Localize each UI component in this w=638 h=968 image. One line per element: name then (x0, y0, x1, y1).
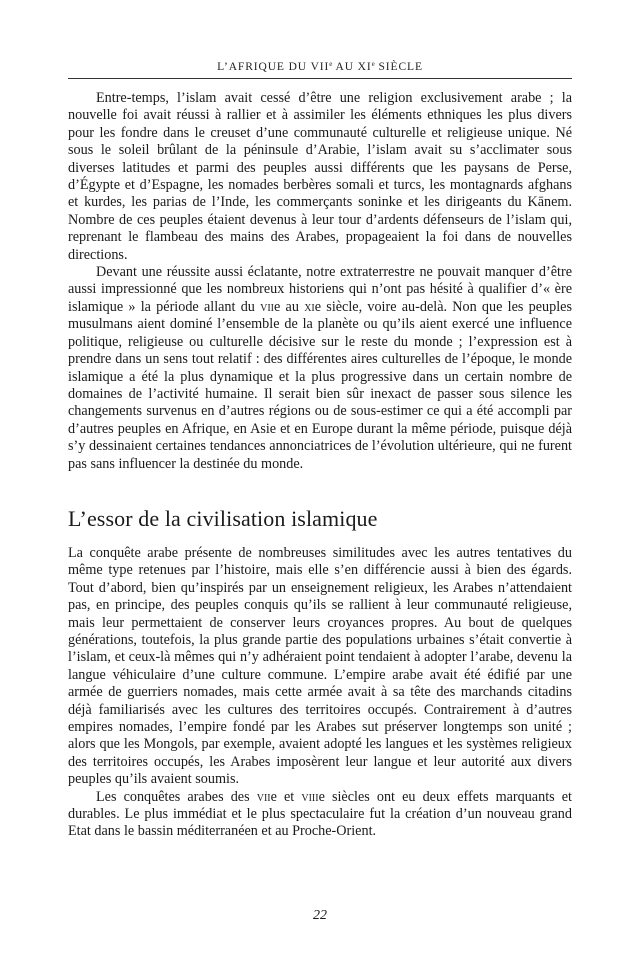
page-number: 22 (313, 908, 327, 923)
header-superscript: e (329, 60, 333, 68)
running-header (68, 60, 572, 73)
header-superscript: e (371, 60, 375, 68)
paragraph-2 (68, 264, 572, 473)
paragraph-text: et (276, 788, 302, 805)
paragraph-text: siècle, voire au-delà. Non que les peuples musulmans aient dominé l’ensemble de la planète ou qu’ils aient exercé une influence politique, religieuse ou culturelle décisive sur le reste du monde ; l’expression est à prendre dans un sens tout relatif : des différentes aires culturelles de l’époque, le monde islamique a été la plus dynamique et la plus progressive dans un certain nombre de domaines de l’activité humaine. Il serait bien sûr inexact de passer sous silence les changements survenus en d’autres régions ou de sous-estimer ce qui a été accompli par d’autres peuples en Afrique, en Asie et en Europe durant la même période, puisque déjà s’y dessinaient certaines tendances annonciatrices de l’évolution ultérieure, qui ne furent pas sans influencer la destinée du monde. (68, 298, 572, 472)
header-text: L’AFRIQUE DU VII (217, 61, 330, 73)
century-numeral: viii (301, 788, 319, 805)
paragraph-text: siècles ont eu deux effets marquants et durables. Le plus immédiat et le plus spectaculaire fut la création d’un nouveau grand Etat dans le bassin méditerranéen et au Proche-Orient. (68, 788, 572, 840)
paragraph-3: La conquête arabe présente de nombreuses similitudes avec les autres tentatives du même type retenues par l’histoire, mais elle s’en différencie aussi à bien des égards. Tout d’abord, bien qu’inspirés par un enseignement religieux, les Arabes n’attendaient pas, en principe, des peuples conquis qu’ils se rallient à leur communauté religieuse, mais leur permettaient de conserver leurs croyances propres. Au bout de quelques générations, toutefois, la plus grande partie des populations urbaines s’était convertie à l’islam, et ceux-là mêmes qui n’y adhéraient point tendaient à adopter l’arabe, devenu la langue véhiculaire d’une culture commune. L’empire arabe avait été édifié par une armée de guerriers nomades, mais cette armée avait à sa tête des marchands citadins déjà familiarisés avec les cultures des territoires occupés. Contrairement à d’autres empires nomades, l’empire fondé par les Arabes sut préserver longtemps son unité ; alors que les Mongols, par exemple, avaient adopté les langues et les systèmes religieux des territoires occupés, les Arabes imposèrent leur langue et leur autorité aux divers peuples qu’ils avaient soumis. (68, 544, 572, 788)
ordinal-suffix: e (274, 298, 281, 315)
century-numeral: vii (260, 298, 275, 315)
header-text: SIÈCLE (374, 61, 423, 73)
paragraph-4 (68, 789, 572, 841)
ordinal-suffix: e (314, 298, 322, 315)
section-heading: L’essor de la civilisation islamique (68, 505, 378, 531)
paragraph-1: Entre-temps, l’islam avait cessé d’être une religion exclusivement arabe ; la nouvelle foi avait réussi à rallier et à assimiler les éléments ethniques les plus divers pour les fondre dans le creuset d’une communauté culturelle et religieuse unique. Né sous le soleil brûlant de la péninsule d’Arabie, l’islam avait su s’acclimater sous diverses latitudes et parmi des peuples aussi différents que les paysans de Perse, d’Égypte et d’Espagne, les nomades berbères somali et turcs, les montagnards afghans et kurdes, les parias de l’Inde, les commerçants soninke et les dirigeants du Kānem. Nombre de ces peuples étaient devenus à leur tour d’ardents défenseurs de l’islam qui, reprenant le flambeau des mains des Arabes, propageaient la foi dans de nouvelles directions. (68, 90, 572, 263)
header-rule (68, 78, 572, 79)
paragraph-text: au (280, 298, 305, 315)
body-text (68, 90, 572, 841)
paragraph-text: Les conquêtes arabes des (96, 788, 257, 805)
ordinal-suffix: e (318, 788, 325, 805)
century-numeral: xi (304, 298, 315, 315)
paragraph-text: Devant une réussite aussi éclatante, notre extraterrestre ne pouvait manquer d’être aussi impressionné que les nombreux historiens qui n’ont pas hésité à qualifier d’« ère islamique » la période allant du (68, 264, 572, 315)
century-numeral: vii (256, 788, 271, 805)
header-text: AU XI (332, 61, 372, 73)
document-page (68, 0, 572, 968)
ordinal-suffix: e (270, 788, 277, 805)
